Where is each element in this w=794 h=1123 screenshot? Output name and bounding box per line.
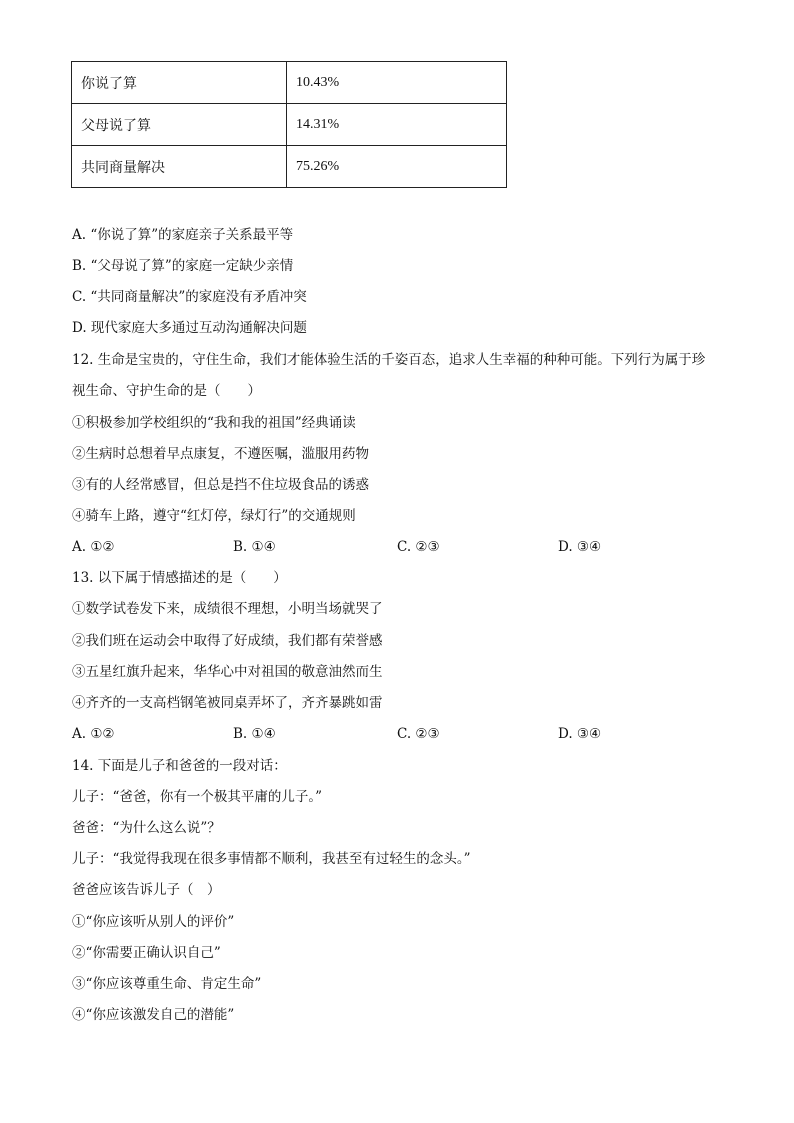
q12-item-2: ②生病时总想着早点康复，不遵医嘱，滥服用药物 <box>72 446 369 462</box>
table-cell-value: 75.26% <box>287 146 507 188</box>
q12-choice-c: C. ②③ <box>397 539 440 555</box>
q12-choice-d: D. ③④ <box>558 539 602 555</box>
q13-item-2: ②我们班在运动会中取得了好成绩，我们都有荣誉感 <box>72 633 383 649</box>
q12-stem-line1: 12. 生命是宝贵的，守住生命，我们才能体验生活的千姿百态，追求人生幸福的种种可能。下列行为属于珍 <box>72 352 706 368</box>
q11-option-c: C. “共同商量解决”的家庭没有矛盾冲突 <box>72 289 307 305</box>
q13-item-3: ③五星红旗升起来，华华心中对祖国的敬意油然而生 <box>72 664 383 680</box>
q12-stem-line2: 视生命、守护生命的是（ ） <box>72 383 261 399</box>
q11-option-a: A. “你说了算”的家庭亲子关系最平等 <box>72 227 294 243</box>
q13-stem: 13. 以下属于情感描述的是（ ） <box>72 570 287 586</box>
q12-item-1: ①积极参加学校组织的“我和我的祖国”经典诵读 <box>72 415 356 431</box>
table-row <box>72 146 507 188</box>
q13-item-1: ①数学试卷发下来，成绩很不理想，小明当场就哭了 <box>72 601 383 617</box>
table-cell-label: 共同商量解决 <box>72 146 287 188</box>
q14-item-4: ④“你应该激发自己的潜能” <box>72 1007 235 1023</box>
q13-choice-a: A. ①② <box>72 726 115 742</box>
table-cell-value: 10.43% <box>287 62 507 104</box>
table-cell-label: 父母说了算 <box>72 104 287 146</box>
q14-item-2: ②“你需要正确认识自己” <box>72 945 221 961</box>
q14-stem: 14. 下面是儿子和爸爸的一段对话： <box>72 758 287 774</box>
q11-option-b: B. “父母说了算”的家庭一定缺少亲情 <box>72 258 294 274</box>
q12-item-4: ④骑车上路，遵守“红灯停，绿灯行”的交通规则 <box>72 508 356 524</box>
table-row <box>72 62 507 104</box>
q14-item-3: ③“你应该尊重生命、肯定生命” <box>72 976 262 992</box>
table-cell-value: 14.31% <box>287 104 507 146</box>
q14-question: 爸爸应该告诉儿子（ ） <box>72 882 221 898</box>
q11-option-d: D. 现代家庭大多通过互动沟通解决问题 <box>72 320 307 336</box>
table-row <box>72 104 507 146</box>
q13-choice-b: B. ①④ <box>233 726 276 742</box>
survey-table <box>71 61 507 188</box>
q14-dialogue-3: 儿子：“我觉得我现在很多事情都不顺利，我甚至有过轻生的念头。” <box>72 851 471 867</box>
q14-item-1: ①“你应该听从别人的评价” <box>72 914 235 930</box>
q13-choice-d: D. ③④ <box>558 726 602 742</box>
table-cell-label: 你说了算 <box>72 62 287 104</box>
q13-item-4: ④齐齐的一支高档钢笔被同桌弄坏了，齐齐暴跳如雷 <box>72 695 383 711</box>
q14-dialogue-2: 爸爸：“为什么这么说”？ <box>72 820 221 836</box>
q13-choice-c: C. ②③ <box>397 726 440 742</box>
q12-choice-b: B. ①④ <box>233 539 276 555</box>
q14-dialogue-1: 儿子：“爸爸，你有一个极其平庸的儿子。” <box>72 789 323 805</box>
q12-choice-a: A. ①② <box>72 539 115 555</box>
q12-item-3: ③有的人经常感冒，但总是挡不住垃圾食品的诱惑 <box>72 477 369 493</box>
